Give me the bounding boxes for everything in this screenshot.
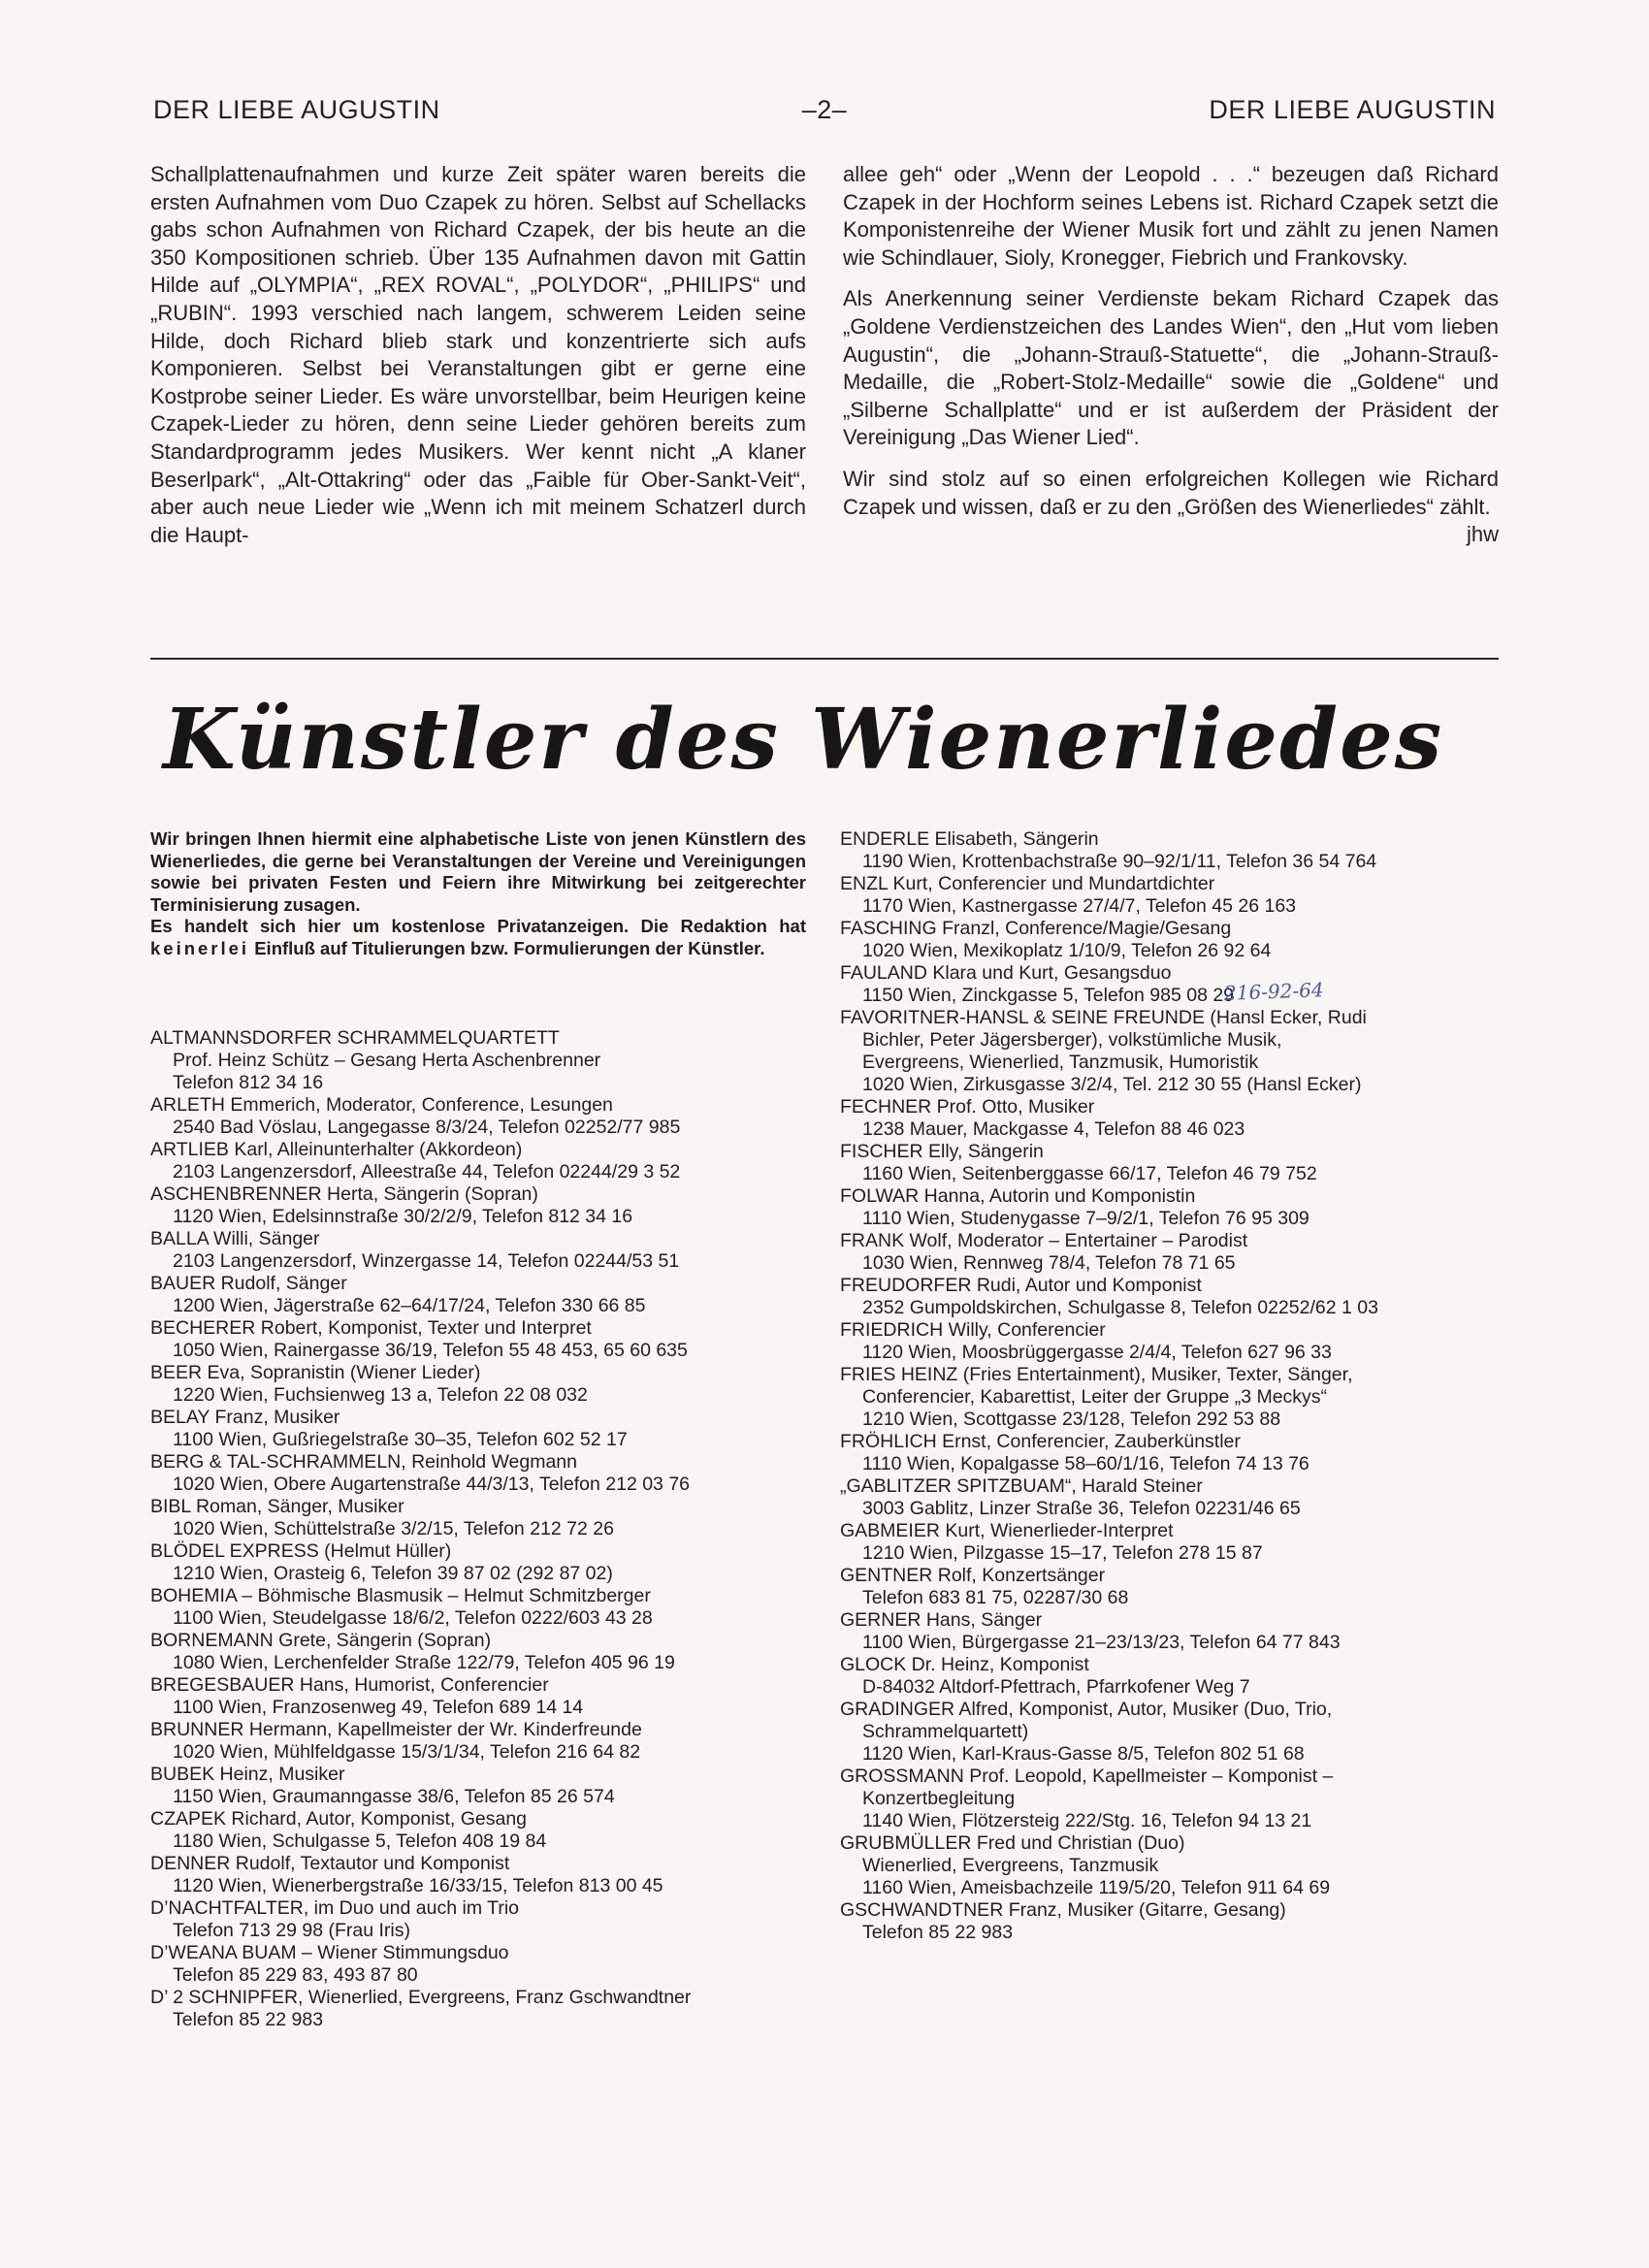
article-paragraph xyxy=(843,466,1499,547)
article-closing-text: Wir sind stolz auf so einen erfolgreichen Kollegen wie Richard Czapek und wissen, daß er zu den „Größen des Wienerliedes“ zählt. xyxy=(843,466,1499,519)
artist-contact-line: 1160 Wien, Seitenberggasse 66/17, Telefon 46 79 752 xyxy=(862,1163,1317,1184)
artist-name: FASCHING Franzl, Conference/Magie/Gesang xyxy=(840,918,1232,939)
artist-entry xyxy=(840,1609,1502,1654)
artist-contact-line: Telefon 85 22 983 xyxy=(862,1922,1014,1943)
artist-contact-line: 1220 Wien, Fuchsienweg 13 a, Telefon 22 08 032 xyxy=(173,1384,588,1406)
intro-paragraph: Wir bringen Ihnen hiermit eine alphabetische Liste von jenen Künstlern des Wienerliedes, die gerne bei Veranstaltungen der Vereine und Vereinigungen sowie bei privaten Festen und Feiern ihre Mitwirkung bei zeitgerechter Terminisierung zusagen. xyxy=(150,828,806,915)
article-paragraph: Als Anerkennung seiner Verdienste bekam Richard Czapek das „Goldene Verdienstzeichen des Landes Wien“, den „Hut vom lieben Augustin“, die „Johann-Strauß-Statuette“, die „Johann-Strauß-Medaille, die „Robert-Stolz-Medaille“ sowie die „Goldene“ und „Silberne Schallplatte“ und er ist außerdem der Präsident der Vereinigung „Das Wiener Lied“. xyxy=(843,286,1499,450)
artist-entry xyxy=(840,1832,1502,1899)
artist-entry xyxy=(150,1585,810,1630)
artist-name: FREUDORFER Rudi, Autor und Komponist xyxy=(840,1275,1202,1296)
artist-contact-line: Telefon 812 34 16 xyxy=(173,1072,324,1093)
artist-contact-line: 3003 Gablitz, Linzer Straße 36, Telefon 02231/46 65 xyxy=(862,1498,1301,1519)
artist-contact-line: Evergreens, Wienerlied, Tanzmusik, Humoristik xyxy=(862,1052,1259,1073)
artist-contact-line: 1020 Wien, Zirkusgasse 3/2/4, Tel. 212 30 55 (Hansl Ecker) xyxy=(862,1074,1362,1095)
artist-contact-line: 1210 Wien, Orasteig 6, Telefon 39 87 02 (292 87 02) xyxy=(173,1563,613,1584)
artist-contact-line: 1020 Wien, Obere Augartenstraße 44/3/13, Telefon 212 03 76 xyxy=(173,1474,691,1495)
artist-contact-line: 1020 Wien, Mexikoplatz 1/10/9, Telefon 26 92 64 xyxy=(862,940,1272,961)
artist-list-left xyxy=(150,1027,810,2031)
artist-entry xyxy=(840,1319,1502,1364)
artist-contact-line: 1050 Wien, Rainergasse 36/19, Telefon 55 48 453, 65 60 635 xyxy=(173,1340,688,1361)
artist-contact-line: 2103 Langenzersdorf, Alleestraße 44, Telefon 02244/29 3 52 xyxy=(173,1161,681,1183)
artist-entry xyxy=(840,1431,1502,1475)
artist-entry xyxy=(150,1764,810,1808)
artist-name: BECHERER Robert, Komponist, Texter und Interpret xyxy=(150,1317,592,1339)
artist-entry xyxy=(150,1183,810,1228)
page-number: –2– xyxy=(801,95,848,124)
artist-name: GENTNER Rolf, Konzertsänger xyxy=(840,1565,1106,1586)
artist-name: BERG & TAL-SCHRAMMELN, Reinhold Wegmann xyxy=(150,1451,577,1473)
artist-contact-line: 1180 Wien, Schulgasse 5, Telefon 408 19 84 xyxy=(173,1831,547,1852)
artist-name: D’NACHTFALTER, im Duo und auch im Trio xyxy=(150,1897,519,1919)
artist-name: ALTMANNSDORFER SCHRAMMELQUARTETT xyxy=(150,1027,560,1049)
artist-contact-line: 1080 Wien, Lerchenfelder Straße 122/79, Telefon 405 96 19 xyxy=(173,1652,675,1673)
artist-name: BUBEK Heinz, Musiker xyxy=(150,1764,345,1785)
section-title: Künstler des Wienerliedes xyxy=(163,691,1444,789)
artist-name: GABMEIER Kurt, Wienerlieder-Interpret xyxy=(840,1520,1174,1541)
artist-name: GRUBMÜLLER Fred und Christian (Duo) xyxy=(840,1832,1185,1854)
artist-name: FISCHER Elly, Sängerin xyxy=(840,1141,1044,1162)
artist-contact-line: Prof. Heinz Schütz – Gesang Herta Aschenbrenner xyxy=(173,1050,601,1071)
artist-contact-line: 1100 Wien, Franzosenweg 49, Telefon 689 14 14 xyxy=(173,1697,584,1718)
header-left-title: DER LIEBE AUGUSTIN xyxy=(153,95,440,124)
artist-name: ENZL Kurt, Conferencier und Mundartdichter xyxy=(840,873,1215,894)
artist-entry xyxy=(840,873,1502,918)
artist-contact-line: Schrammelquartett) xyxy=(862,1721,1029,1742)
artist-name: FECHNER Prof. Otto, Musiker xyxy=(840,1096,1095,1118)
artist-name: ARTLIEB Karl, Alleinunterhalter (Akkordeon) xyxy=(150,1139,523,1160)
artist-name: FRÖHLICH Ernst, Conferencier, Zauberkünstler xyxy=(840,1431,1241,1452)
artist-contact-line: 1140 Wien, Flötzersteig 222/Stg. 16, Telefon 94 13 21 xyxy=(862,1810,1312,1831)
artist-entry xyxy=(840,1565,1502,1609)
artist-name: GRADINGER Alfred, Komponist, Autor, Musiker (Duo, Trio, xyxy=(840,1699,1333,1720)
artist-contact-line: 1030 Wien, Rennweg 78/4, Telefon 78 71 65 xyxy=(862,1252,1236,1274)
artist-name: BOHEMIA – Böhmische Blasmusik – Helmut Schmitzberger xyxy=(150,1585,651,1606)
artist-contact-line: 1100 Wien, Bürgergasse 21–23/13/23, Telefon 64 77 843 xyxy=(862,1632,1341,1653)
artist-name: BREGESBAUER Hans, Humorist, Conferencier xyxy=(150,1674,549,1696)
artist-name: BALLA Willi, Sänger xyxy=(150,1228,320,1249)
artist-name: CZAPEK Richard, Autor, Komponist, Gesang xyxy=(150,1808,528,1830)
artist-contact-line: 2352 Gumpoldskirchen, Schulgasse 8, Telefon 02252/62 1 03 xyxy=(862,1297,1378,1318)
artist-contact-line: 1020 Wien, Mühlfeldgasse 15/3/1/34, Telefon 216 64 82 xyxy=(173,1741,641,1763)
artist-contact-line: 1110 Wien, Kopalgasse 58–60/1/16, Telefon 74 13 76 xyxy=(862,1453,1310,1474)
disclaimer-text: Es handelt sich hier um kostenlose Privatanzeigen. Die Redaktion hat xyxy=(150,916,806,937)
artist-entry xyxy=(150,1496,810,1540)
artist-name: ASCHENBRENNER Herta, Sängerin (Sopran) xyxy=(150,1183,538,1205)
artist-entry xyxy=(840,1275,1502,1319)
artist-entry xyxy=(150,1630,810,1674)
artist-name: GLOCK Dr. Heinz, Komponist xyxy=(840,1654,1089,1675)
artist-entry xyxy=(840,918,1502,962)
header-right-title: DER LIEBE AUGUSTIN xyxy=(1209,95,1496,124)
artist-contact-line: Telefon 713 29 98 (Frau Iris) xyxy=(173,1920,410,1941)
artist-name: FRANK Wolf, Moderator – Entertainer – Parodist xyxy=(840,1230,1248,1251)
artist-entry xyxy=(150,1942,810,1987)
artist-name: BAUER Rudolf, Sänger xyxy=(150,1273,347,1294)
artist-contact-line: Konzertbegleitung xyxy=(862,1788,1016,1809)
artist-name: D’WEANA BUAM – Wiener Stimmungsduo xyxy=(150,1942,509,1963)
artist-name: BORNEMANN Grete, Sängerin (Sopran) xyxy=(150,1630,492,1651)
artist-entry xyxy=(840,962,1502,1007)
artist-name: FRIEDRICH Willy, Conferencier xyxy=(840,1319,1106,1341)
handwritten-note: 216-92-64 xyxy=(1223,978,1324,1005)
section-divider xyxy=(150,658,1499,660)
artist-contact-line: Wienerlied, Evergreens, Tanzmusik xyxy=(862,1855,1159,1876)
artist-entry xyxy=(150,1808,810,1853)
artist-name: FAVORITNER-HANSL & SEINE FREUNDE (Hansl Ecker, Rudi xyxy=(840,1007,1367,1028)
artist-name: BELAY Franz, Musiker xyxy=(150,1407,340,1428)
artist-contact-line: Telefon 683 81 75, 02287/30 68 xyxy=(862,1587,1129,1608)
author-signature: jhw xyxy=(1466,522,1499,547)
artist-contact-line: 1120 Wien, Wienerbergstraße 16/33/15, Telefon 813 00 45 xyxy=(173,1875,663,1896)
artist-entry xyxy=(840,1899,1502,1944)
artist-contact-line: Telefon 85 22 983 xyxy=(173,2009,324,2030)
artist-contact-line: 1100 Wien, Gußriegelstraße 30–35, Telefon 602 52 17 xyxy=(173,1429,628,1450)
artist-name: ENDERLE Elisabeth, Sängerin xyxy=(840,828,1099,850)
artist-contact-line: 1190 Wien, Krottenbachstraße 90–92/1/11, Telefon 36 54 764 xyxy=(862,851,1377,872)
artist-contact-line: 1120 Wien, Karl-Kraus-Gasse 8/5, Telefon 802 51 68 xyxy=(862,1743,1305,1765)
artist-entry xyxy=(840,1096,1502,1141)
disclaimer-text: Einfluß auf Titulierungen bzw. Formulierungen der Künstler. xyxy=(249,937,765,958)
artist-entry xyxy=(840,1520,1502,1565)
article-column-left xyxy=(150,161,806,563)
article-paragraph: Schallplattenaufnahmen und kurze Zeit später waren bereits die ersten Aufnahmen vom Duo Czapek zu hören. Selbst auf Schellacks gabs schon Aufnahmen von Richard Czapek, der bis heute an die 350 Kompositionen schrieb. Über 135 Aufnahmen davon mit Gattin Hilde auf „OLYMPIA“, „REX ROVAL“, „POLYDOR“, „PHILIPS“ und „RUBIN“. 1993 verschied nach langem, schwerem Leiden seine Hilde, doch Richard blieb stark und konzentrierte sich aufs Komponieren. Selbst bei Veranstaltungen gibt er gerne eine Kostprobe seiner Lieder. Es wäre unvorstellbar, beim Heurigen keine Czapek-Lieder zu hören, denn seine Lieder gehören bereits zum Standardprogramm jedes Musikers. Wer kennt nicht „A klaner Beserlpark“, „Alt-Ottakring“ oder das „Faible für Ober-Sankt-Veit“, aber auch neue Lieder wie „Wenn ich mit meinem Schatzerl durch die Haupt- xyxy=(150,162,806,547)
artist-entry xyxy=(840,1364,1502,1431)
artist-name: ARLETH Emmerich, Moderator, Conference, Lesungen xyxy=(150,1094,613,1116)
artist-contact-line: 1210 Wien, Pilzgasse 15–17, Telefon 278 15 87 xyxy=(862,1542,1263,1564)
artist-contact-line: Telefon 85 229 83, 493 87 80 xyxy=(173,1964,418,1986)
artist-contact-line: D-84032 Altdorf-Pfettrach, Pfarrkofener Weg 7 xyxy=(862,1676,1250,1698)
artist-name: „GABLITZER SPITZBUAM“, Harald Steiner xyxy=(840,1475,1203,1497)
artist-entry xyxy=(150,1719,810,1764)
artist-contact-line: 1020 Wien, Schüttelstraße 3/2/15, Telefon 212 72 26 xyxy=(173,1518,614,1539)
artist-name: BLÖDEL EXPRESS (Helmut Hüller) xyxy=(150,1540,452,1562)
artist-list-right xyxy=(840,828,1502,1944)
artist-contact-line: 1100 Wien, Steudelgasse 18/6/2, Telefon 0222/603 43 28 xyxy=(173,1607,653,1629)
artist-entry xyxy=(150,1451,810,1496)
artist-entry xyxy=(840,1766,1502,1832)
artist-entry xyxy=(150,1317,810,1362)
artist-name: D’ 2 SCHNIPFER, Wienerlied, Evergreens, Franz Gschwandtner xyxy=(150,1987,692,2008)
artist-name: GSCHWANDTNER Franz, Musiker (Gitarre, Gesang) xyxy=(840,1899,1286,1921)
artist-name: DENNER Rudolf, Textautor und Komponist xyxy=(150,1853,510,1874)
artist-entry xyxy=(840,1654,1502,1699)
artist-contact-line: 1170 Wien, Kastnergasse 27/4/7, Telefon 45 26 163 xyxy=(862,895,1297,917)
artist-entry xyxy=(150,1362,810,1407)
artist-name: GROSSMANN Prof. Leopold, Kapellmeister – Komponist – xyxy=(840,1766,1334,1787)
artist-contact-line: 1110 Wien, Studenygasse 7–9/2/1, Telefon 76 95 309 xyxy=(862,1208,1310,1229)
artist-entry xyxy=(840,828,1502,873)
artist-entry xyxy=(840,1475,1502,1520)
artist-entry xyxy=(150,1540,810,1585)
artist-contact-line: Bichler, Peter Jägersberger), volkstümliche Musik, xyxy=(862,1029,1282,1051)
artist-name: FOLWAR Hanna, Autorin und Komponistin xyxy=(840,1185,1196,1207)
artist-name: BEER Eva, Sopranistin (Wiener Lieder) xyxy=(150,1362,481,1383)
artist-entry xyxy=(840,1185,1502,1230)
artist-entry xyxy=(150,1987,810,2031)
artist-name: BIBL Roman, Sänger, Musiker xyxy=(150,1496,404,1517)
artist-contact-line: 2103 Langenzersdorf, Winzergasse 14, Telefon 02244/53 51 xyxy=(173,1250,680,1272)
artist-entry xyxy=(840,1699,1502,1766)
article-paragraph: allee geh“ oder „Wenn der Leopold . . .“ bezeugen daß Richard Czapek in der Hochform seines Lebens ist. Richard Czapek setzt die Komponistenreihe der Wiener Musik fort und zählt zu jenen Namen wie Schindlauer, Sioly, Kronegger, Fiebrich und Frankovsky. xyxy=(843,162,1499,270)
artist-entry xyxy=(150,1897,810,1942)
artist-contact-line: 1120 Wien, Moosbrüggergasse 2/4/4, Telefon 627 96 33 xyxy=(862,1342,1332,1363)
artist-entry xyxy=(150,1674,810,1719)
artist-contact-line: 1150 Wien, Zinckgasse 5, Telefon 985 08 29 xyxy=(862,985,1235,1006)
artist-contact-line: Conferencier, Kabarettist, Leiter der Gruppe „3 Meckys“ xyxy=(862,1386,1328,1408)
artist-contact-line: 1160 Wien, Ameisbachzeile 119/5/20, Telefon 911 64 69 xyxy=(862,1877,1331,1898)
artist-entry xyxy=(150,1407,810,1451)
disclaimer-emphasis: keinerlei xyxy=(150,937,250,958)
artist-name: BRUNNER Hermann, Kapellmeister der Wr. Kinderfreunde xyxy=(150,1719,642,1740)
artist-entry xyxy=(150,1094,810,1139)
artist-entry xyxy=(150,1228,810,1273)
artist-entry xyxy=(150,1853,810,1897)
artist-entry xyxy=(840,1141,1502,1185)
list-introduction xyxy=(150,828,806,960)
artist-contact-line: 1238 Mauer, Mackgasse 4, Telefon 88 46 023 xyxy=(862,1118,1245,1140)
disclaimer-paragraph xyxy=(150,916,806,959)
article-continuation xyxy=(150,161,1499,563)
artist-contact-line: 1210 Wien, Scottgasse 23/128, Telefon 292 53 88 xyxy=(862,1409,1281,1430)
artist-name: GERNER Hans, Sänger xyxy=(840,1609,1043,1631)
artist-entry xyxy=(150,1273,810,1317)
article-column-right xyxy=(843,161,1499,563)
running-header xyxy=(153,95,1496,125)
artist-name: FAULAND Klara und Kurt, Gesangsduo xyxy=(840,962,1172,984)
artist-entry xyxy=(840,1230,1502,1275)
artist-entry xyxy=(150,1139,810,1183)
artist-name: FRIES HEINZ (Fries Entertainment), Musiker, Texter, Sänger, xyxy=(840,1364,1353,1385)
artist-entry xyxy=(150,1027,810,1094)
artist-contact-line: 1150 Wien, Graumanngasse 38/6, Telefon 85 26 574 xyxy=(173,1786,615,1807)
artist-contact-line: 1120 Wien, Edelsinnstraße 30/2/2/9, Telefon 812 34 16 xyxy=(173,1206,633,1227)
artist-entry xyxy=(840,1007,1502,1096)
artist-contact-line: 2540 Bad Vöslau, Langegasse 8/3/24, Telefon 02252/77 985 xyxy=(173,1117,681,1138)
artist-contact-line: 1200 Wien, Jägerstraße 62–64/17/24, Telefon 330 66 85 xyxy=(173,1295,646,1316)
